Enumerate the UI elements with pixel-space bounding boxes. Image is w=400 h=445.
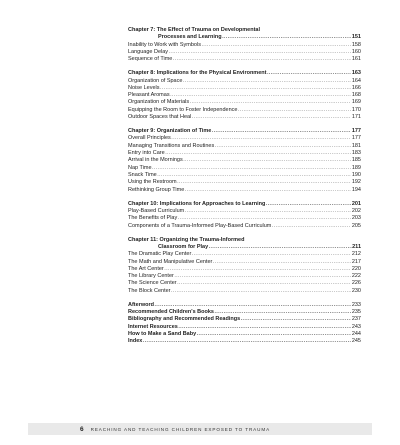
entry-page-number: 226 (351, 280, 361, 287)
chapter-page-number: 211 (352, 243, 361, 250)
toc-entry (128, 157, 361, 164)
entry-label: Components of a Trauma-Informed Play-Based Curriculum (128, 222, 272, 229)
chapter-title-text: Chapter 10: Implications for Approaches to Learning (128, 200, 266, 207)
entry-page-number: 189 (351, 164, 361, 171)
toc-entry (128, 135, 361, 142)
entry-label: The Block Center (128, 287, 171, 294)
entry-label: Play-Based Curriculum (128, 207, 185, 214)
entry-page-number: 217 (351, 258, 361, 265)
entry-page-number: 168 (351, 92, 361, 99)
chapter-title-text: Chapter 9: Organization of Time (128, 128, 212, 135)
chapter-page-number: 163 (351, 70, 361, 77)
chapter-page-number: 201 (351, 200, 361, 207)
entry-page-number: 177 (351, 135, 361, 142)
entry-page-number: 161 (351, 56, 361, 63)
chapter-page-number: 177 (351, 128, 361, 135)
dot-leader (173, 56, 351, 63)
entry-label: The Science Center (128, 280, 177, 287)
dot-leader (183, 157, 351, 164)
dot-leader (165, 150, 351, 157)
entry-label: Language Delay (128, 48, 169, 55)
dot-leader (178, 324, 351, 331)
entry-label: Sequence of Time (128, 56, 173, 63)
back-matter-entry (128, 324, 361, 331)
dot-leader (238, 107, 351, 114)
entry-label: Recommended Children's Books (128, 309, 214, 316)
entry-label: Afterword (128, 301, 154, 308)
dot-leader (190, 99, 352, 106)
chapter-heading-line (128, 34, 361, 41)
entry-page-number: 169 (351, 99, 361, 106)
entry-label: The Dramatic Play Center (128, 251, 192, 258)
entry-page-number: 205 (351, 222, 361, 229)
back-matter-entry (128, 302, 361, 309)
dot-leader (157, 172, 351, 179)
entry-label: Noise Levels (128, 84, 160, 91)
toc-entry (128, 223, 361, 230)
entry-page-number: 245 (351, 338, 361, 345)
dot-leader (185, 208, 352, 215)
chapter-heading-line (128, 237, 361, 244)
entry-label: Nap Time (128, 164, 152, 171)
chapter-heading (128, 128, 361, 135)
toc-entry (128, 280, 361, 287)
back-matter-entry (128, 309, 361, 316)
toc-entry (128, 85, 361, 92)
dot-leader (267, 70, 351, 77)
entry-page-number: 237 (351, 316, 361, 323)
dot-leader (174, 273, 351, 280)
dot-leader (222, 34, 351, 41)
chapter-section (128, 128, 361, 194)
toc-entry (128, 251, 361, 258)
entry-label: Inability to Work with Symbols (128, 41, 201, 48)
dot-leader (171, 135, 351, 142)
entry-label: Index (128, 338, 143, 345)
entry-label: Managing Transitions and Routines (128, 142, 215, 149)
entry-page-number: 235 (351, 309, 361, 316)
dot-leader (201, 42, 351, 49)
chapter-heading (128, 201, 361, 208)
dot-leader (160, 85, 351, 92)
chapter-title-text: Chapter 8: Implications for the Physical Environment (128, 70, 267, 77)
dot-leader (164, 266, 351, 273)
entry-page-number: 230 (351, 287, 361, 294)
entry-label: Equipping the Room to Foster Independence (128, 106, 238, 113)
entry-page-number: 202 (351, 207, 361, 214)
toc-entry (128, 107, 361, 114)
entry-page-number: 243 (351, 323, 361, 330)
toc-entry (128, 187, 361, 194)
entry-label: Organization of Space (128, 77, 183, 84)
entry-label: The Benefits of Play (128, 215, 178, 222)
toc-entry (128, 259, 361, 266)
dot-leader (178, 215, 352, 222)
toc-entry (128, 273, 361, 280)
dot-leader (212, 128, 351, 135)
entry-page-number: 166 (351, 84, 361, 91)
entry-label: Bibliography and Recommended Readings (128, 316, 241, 323)
entry-page-number: 220 (351, 265, 361, 272)
chapter-heading-line (128, 201, 361, 208)
toc-entry (128, 78, 361, 85)
dot-leader (183, 78, 351, 85)
entry-page-number: 158 (351, 41, 361, 48)
chapter-title-text: Chapter 11: Organizing the Trauma-Informed (128, 236, 245, 243)
chapter-title-text: Chapter 7: The Effect of Trauma on Developmental (128, 27, 261, 33)
entry-page-number: 244 (351, 330, 361, 337)
entry-page-number: 181 (351, 142, 361, 149)
back-matter-entry (128, 316, 361, 323)
entry-page-number: 171 (351, 114, 361, 121)
dot-leader (197, 331, 352, 338)
page-number: 6 (80, 425, 84, 433)
chapter-heading-line (128, 128, 361, 135)
entry-page-number: 222 (351, 273, 361, 280)
entry-page-number: 160 (351, 48, 361, 55)
entry-page-number: 183 (351, 150, 361, 157)
chapter-heading (128, 237, 361, 252)
dot-leader (192, 114, 352, 121)
dot-leader (272, 223, 351, 230)
chapter-heading-line (128, 70, 361, 77)
dot-leader (177, 280, 351, 287)
chapter-title-text: Classroom for Play (158, 243, 209, 250)
entry-page-number: 194 (351, 186, 361, 193)
entry-page-number: 192 (351, 179, 361, 186)
dot-leader (170, 92, 351, 99)
entry-label: Outdoor Spaces that Heal (128, 114, 192, 121)
toc-entry (128, 49, 361, 56)
dot-leader (154, 302, 351, 309)
entry-label: The Library Center (128, 273, 174, 280)
entry-page-number: 203 (351, 215, 361, 222)
toc-entry (128, 215, 361, 222)
toc-entry (128, 114, 361, 121)
entry-label: Using the Restroom (128, 179, 177, 186)
dot-leader (171, 288, 351, 295)
entry-page-number: 233 (351, 301, 361, 308)
chapter-heading-line (128, 244, 361, 251)
entry-label: The Math and Manipulative Center (128, 258, 213, 265)
chapter-section (128, 237, 361, 295)
chapter-heading-line (128, 27, 361, 34)
dot-leader (143, 338, 351, 345)
entry-page-number: 164 (351, 77, 361, 84)
entry-page-number: 170 (351, 106, 361, 113)
chapter-section (128, 70, 361, 121)
toc-entry (128, 150, 361, 157)
running-head: REACHING AND TEACHING CHILDREN EXPOSED TO TRAUMA (90, 426, 271, 432)
dot-leader (213, 259, 351, 266)
dot-leader (152, 165, 351, 172)
dot-leader (209, 244, 352, 251)
entry-page-number: 190 (351, 171, 361, 178)
entry-label: Arrival in the Mornings (128, 157, 183, 164)
dot-leader (214, 309, 351, 316)
entry-label: How to Make a Sand Baby (128, 330, 197, 337)
chapter-section (128, 201, 361, 230)
toc-entry (128, 143, 361, 150)
dot-leader (241, 316, 352, 323)
chapter-heading (128, 27, 361, 42)
entry-label: Overall Principles (128, 135, 171, 142)
dot-leader (266, 201, 351, 208)
entry-page-number: 212 (351, 251, 361, 258)
entry-label: Rethinking Group Time (128, 186, 185, 193)
back-matter-section (128, 302, 361, 346)
toc-entry (128, 165, 361, 172)
toc-entry (128, 42, 361, 49)
chapter-section (128, 27, 361, 63)
dot-leader (215, 143, 352, 150)
toc-entry (128, 288, 361, 295)
entry-label: The Art Center (128, 265, 164, 272)
entry-page-number: 185 (351, 157, 361, 164)
toc-entry (128, 266, 361, 273)
chapter-title-text: Processes and Learning (158, 34, 222, 41)
toc-entry (128, 208, 361, 215)
toc-entry (128, 179, 361, 186)
toc-entry (128, 172, 361, 179)
back-matter-entry (128, 338, 361, 345)
dot-leader (177, 179, 351, 186)
page-footer (28, 423, 372, 435)
dot-leader (192, 251, 352, 258)
chapter-heading (128, 70, 361, 77)
toc-entry (128, 92, 361, 99)
entry-label: Snack Time (128, 171, 157, 178)
entry-label: Internet Resources (128, 323, 178, 330)
chapter-page-number: 151 (351, 34, 361, 41)
toc-entry (128, 56, 361, 63)
entry-label: Organization of Materials (128, 99, 190, 106)
back-matter-entry (128, 331, 361, 338)
dot-leader (185, 187, 352, 194)
dot-leader (169, 49, 352, 56)
entry-label: Pleasant Aromas (128, 92, 170, 99)
table-of-contents (128, 27, 361, 346)
entry-label: Entry into Care (128, 150, 165, 157)
toc-entry (128, 99, 361, 106)
